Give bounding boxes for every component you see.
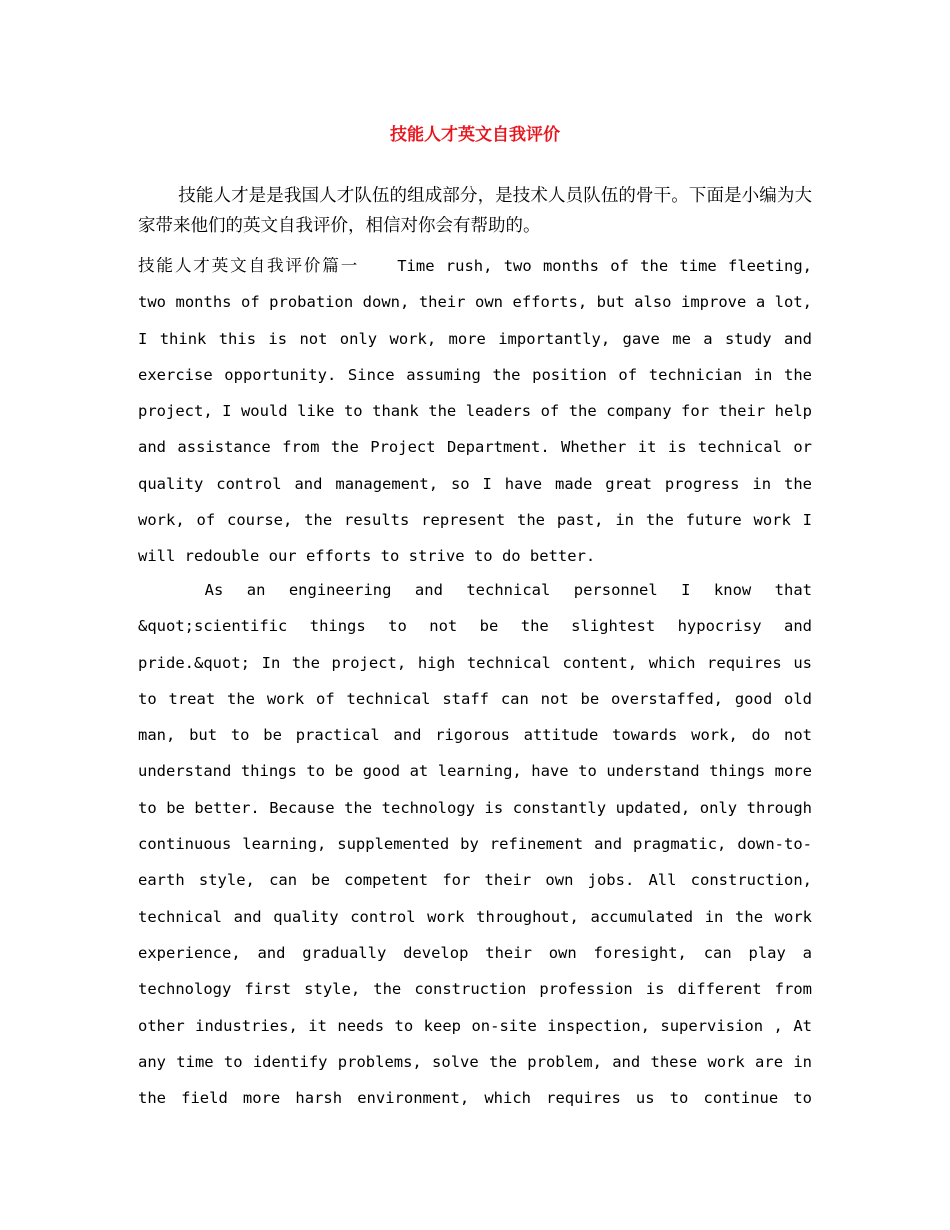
paragraph-2-line-15: the field more harsh environment, which requires us to continue to [138, 1089, 812, 1108]
paragraph-2-line-14: any time to identify problems, solve the problem, and these work are in [138, 1052, 812, 1071]
paragraph-1-line-4: exercise opportunity. Since assuming the position of technician in the [138, 365, 812, 384]
paragraph-2-line-3: pride.&quot; In the project, high technical content, which requires us [138, 653, 812, 672]
paragraph-2-line-1: As an engineering and technical personnel I know that [204, 581, 812, 599]
paragraph-2-line-7: to be better. Because the technology is constantly updated, only through [138, 798, 812, 817]
paragraph-2-line-12: technology first style, the construction profession is different from [138, 980, 812, 999]
paragraph-2-line-6: understand things to be good at learning, have to understand things more [138, 762, 812, 781]
paragraph-2-line-9: earth style, can be competent for their own jobs. All construction, [138, 871, 812, 890]
paragraph-1-line-9: will redouble our efforts to strive to do better. [138, 547, 596, 566]
paragraph-2-line-5: man, but to be practical and rigorous attitude towards work, do not [138, 726, 812, 745]
paragraph-1-line-6: and assistance from the Project Department. Whether it is technical or [138, 438, 812, 457]
paragraph-2-line-10: technical and quality control work throughout, accumulated in the work [138, 907, 812, 926]
paragraph-2-line-4: to treat the work of technical staff can not be overstaffed, good old [138, 689, 812, 708]
paragraph-1-line-2: two months of probation down, their own efforts, but also improve a lot, [138, 293, 812, 312]
paragraph-2 [138, 572, 812, 1116]
paragraph-2-line-8: continuous learning, supplemented by refinement and pragmatic, down-to- [138, 835, 812, 854]
paragraph-1-line-7: quality control and management, so I have made great progress in the [138, 474, 812, 493]
paragraph-1-line-1 [138, 248, 812, 284]
section-heading: 技能人才英文自我评价篇一 [138, 256, 360, 275]
paragraph-1-line-1-text: Time rush, two months of the time fleeting, [397, 257, 812, 275]
paragraph-2-line-11: experience, and gradually develop their own foresight, can play a [138, 943, 812, 962]
paragraph-2-line-13: other industries, it needs to keep on-site inspection, supervision , At [138, 1016, 812, 1035]
paragraph-1-line-3: I think this is not only work, more importantly, gave me a study and [138, 329, 812, 348]
paragraph-1 [138, 248, 812, 575]
paragraph-2-line-2: &quot;scientific things to not be the slightest hypocrisy and [138, 617, 812, 636]
document-title: 技能人才英文自我评价 [390, 125, 560, 145]
paragraph-1-line-5: project, I would like to thank the leaders of the company for their help [138, 402, 812, 421]
intro-paragraph: 技能人才是是我国人才队伍的组成部分，是技术人员队伍的骨干。下面是小编为大家带来他们的英文自我评价，相信对你会有帮助的。 [138, 186, 812, 236]
paragraph-1-line-8: work, of course, the results represent the past, in the future work I [138, 511, 812, 530]
